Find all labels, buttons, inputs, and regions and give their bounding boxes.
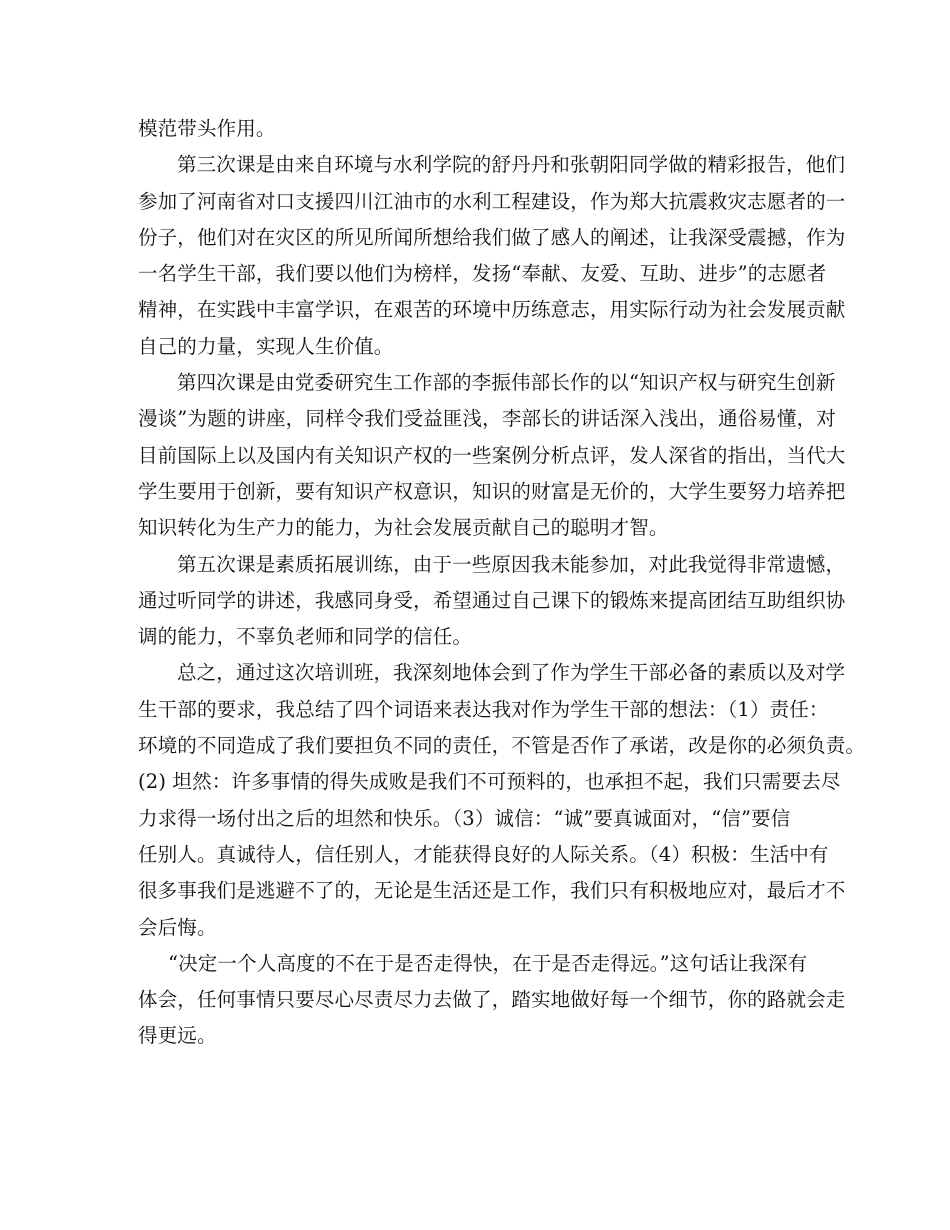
paragraph-2	[138, 365, 846, 546]
paragraph-line: 总之，通过这次培训班，我深刻地体会到了作为学生干部必备的素质以及对学	[177, 661, 846, 685]
paragraph-4	[138, 655, 866, 945]
paragraph-line: 知识转化为生产力的能力，为社会发展贡献自己的聪明才智。	[138, 516, 669, 540]
paragraph-1	[138, 147, 846, 365]
paragraph-line: 得更远。	[138, 1024, 217, 1048]
paragraph-line: 第五次课是素质拓展训练，由于一些原因我未能参加，对此我觉得非常遗憾，	[177, 552, 846, 576]
paragraph-line: 模范带头作用。	[138, 117, 276, 140]
paragraph-line: 生干部的要求，我总结了四个词语来表达我对作为学生干部的想法：（1）责任：	[138, 697, 829, 721]
paragraph-line: 精神，在实践中丰富学识，在艰苦的环境中历练意志，用实际行动为社会发展贡献	[138, 298, 846, 322]
paragraph-line: 会后悔。	[138, 915, 217, 939]
paragraph-0	[138, 111, 828, 147]
paragraph-line: 环境的不同造成了我们要担负不同的责任，不管是否作了承诺，改是你的必须负责。	[138, 734, 866, 758]
paragraph-line: 调的能力，不辜负老师和同学的信任。	[138, 625, 473, 649]
paragraph-3	[138, 547, 846, 656]
paragraph-line: 一名学生干部，我们要以他们为榜样，发扬“奉献、友爱、互助、进步”的志愿者	[138, 262, 827, 286]
paragraph-line: 很多事我们是逃避不了的，无论是生活还是工作，我们只有积极地应对，最后才不	[138, 879, 846, 903]
document-body	[138, 111, 866, 1055]
paragraph-line: 漫谈”为题的讲座，同样令我们受益匪浅，李部长的讲话深入浅出，通俗易懂，对	[138, 407, 836, 431]
paragraph-line: (2) 坦然：许多事情的得失成败是我们不可预料的，也承担不起，我们只需要去尽	[138, 770, 841, 794]
paragraph-line: 第三次课是由来自环境与水利学院的舒丹丹和张朝阳同学做的精彩报告，他们	[177, 153, 846, 177]
paragraph-line: 参加了河南省对口支援四川江油市的水利工程建设，作为郑大抗震救灾志愿者的一	[138, 189, 846, 213]
paragraph-line: 力求得一场付出之后的坦然和快乐。（3）诚信：“诚”要真诚面对，“信”要信	[138, 806, 791, 830]
paragraph-line: 体会，任何事情只要尽心尽责尽力去做了，踏实地做好每一个细节，你的路就会走	[138, 988, 846, 1012]
paragraph-line: “决定一个人高度的不在于是否走得快，在于是否走得远。”这句话让我深有	[168, 951, 808, 975]
paragraph-5	[138, 946, 846, 1055]
paragraph-line: 自己的力量，实现人生价值。	[138, 334, 394, 358]
paragraph-line: 任别人。真诚待人，信任别人，才能获得良好的人际关系。（4）积极：生活中有	[138, 842, 829, 866]
paragraph-line: 通过听同学的讲述，我感同身受，希望通过自己课下的锻炼来提高团结互助组织协	[138, 588, 846, 612]
paragraph-line: 目前国际上以及国内有关知识产权的一些案例分析点评，发人深省的指出，当代大	[138, 443, 846, 467]
paragraph-line: 份子，他们对在灾区的所见所闻所想给我们做了感人的阐述，让我深受震撼，作为	[138, 225, 846, 249]
paragraph-line: 学生要用于创新，要有知识产权意识，知识的财富是无价的，大学生要努力培养把	[138, 479, 846, 503]
paragraph-line: 第四次课是由党委研究生工作部的李振伟部长作的以“知识产权与研究生创新	[177, 371, 836, 395]
